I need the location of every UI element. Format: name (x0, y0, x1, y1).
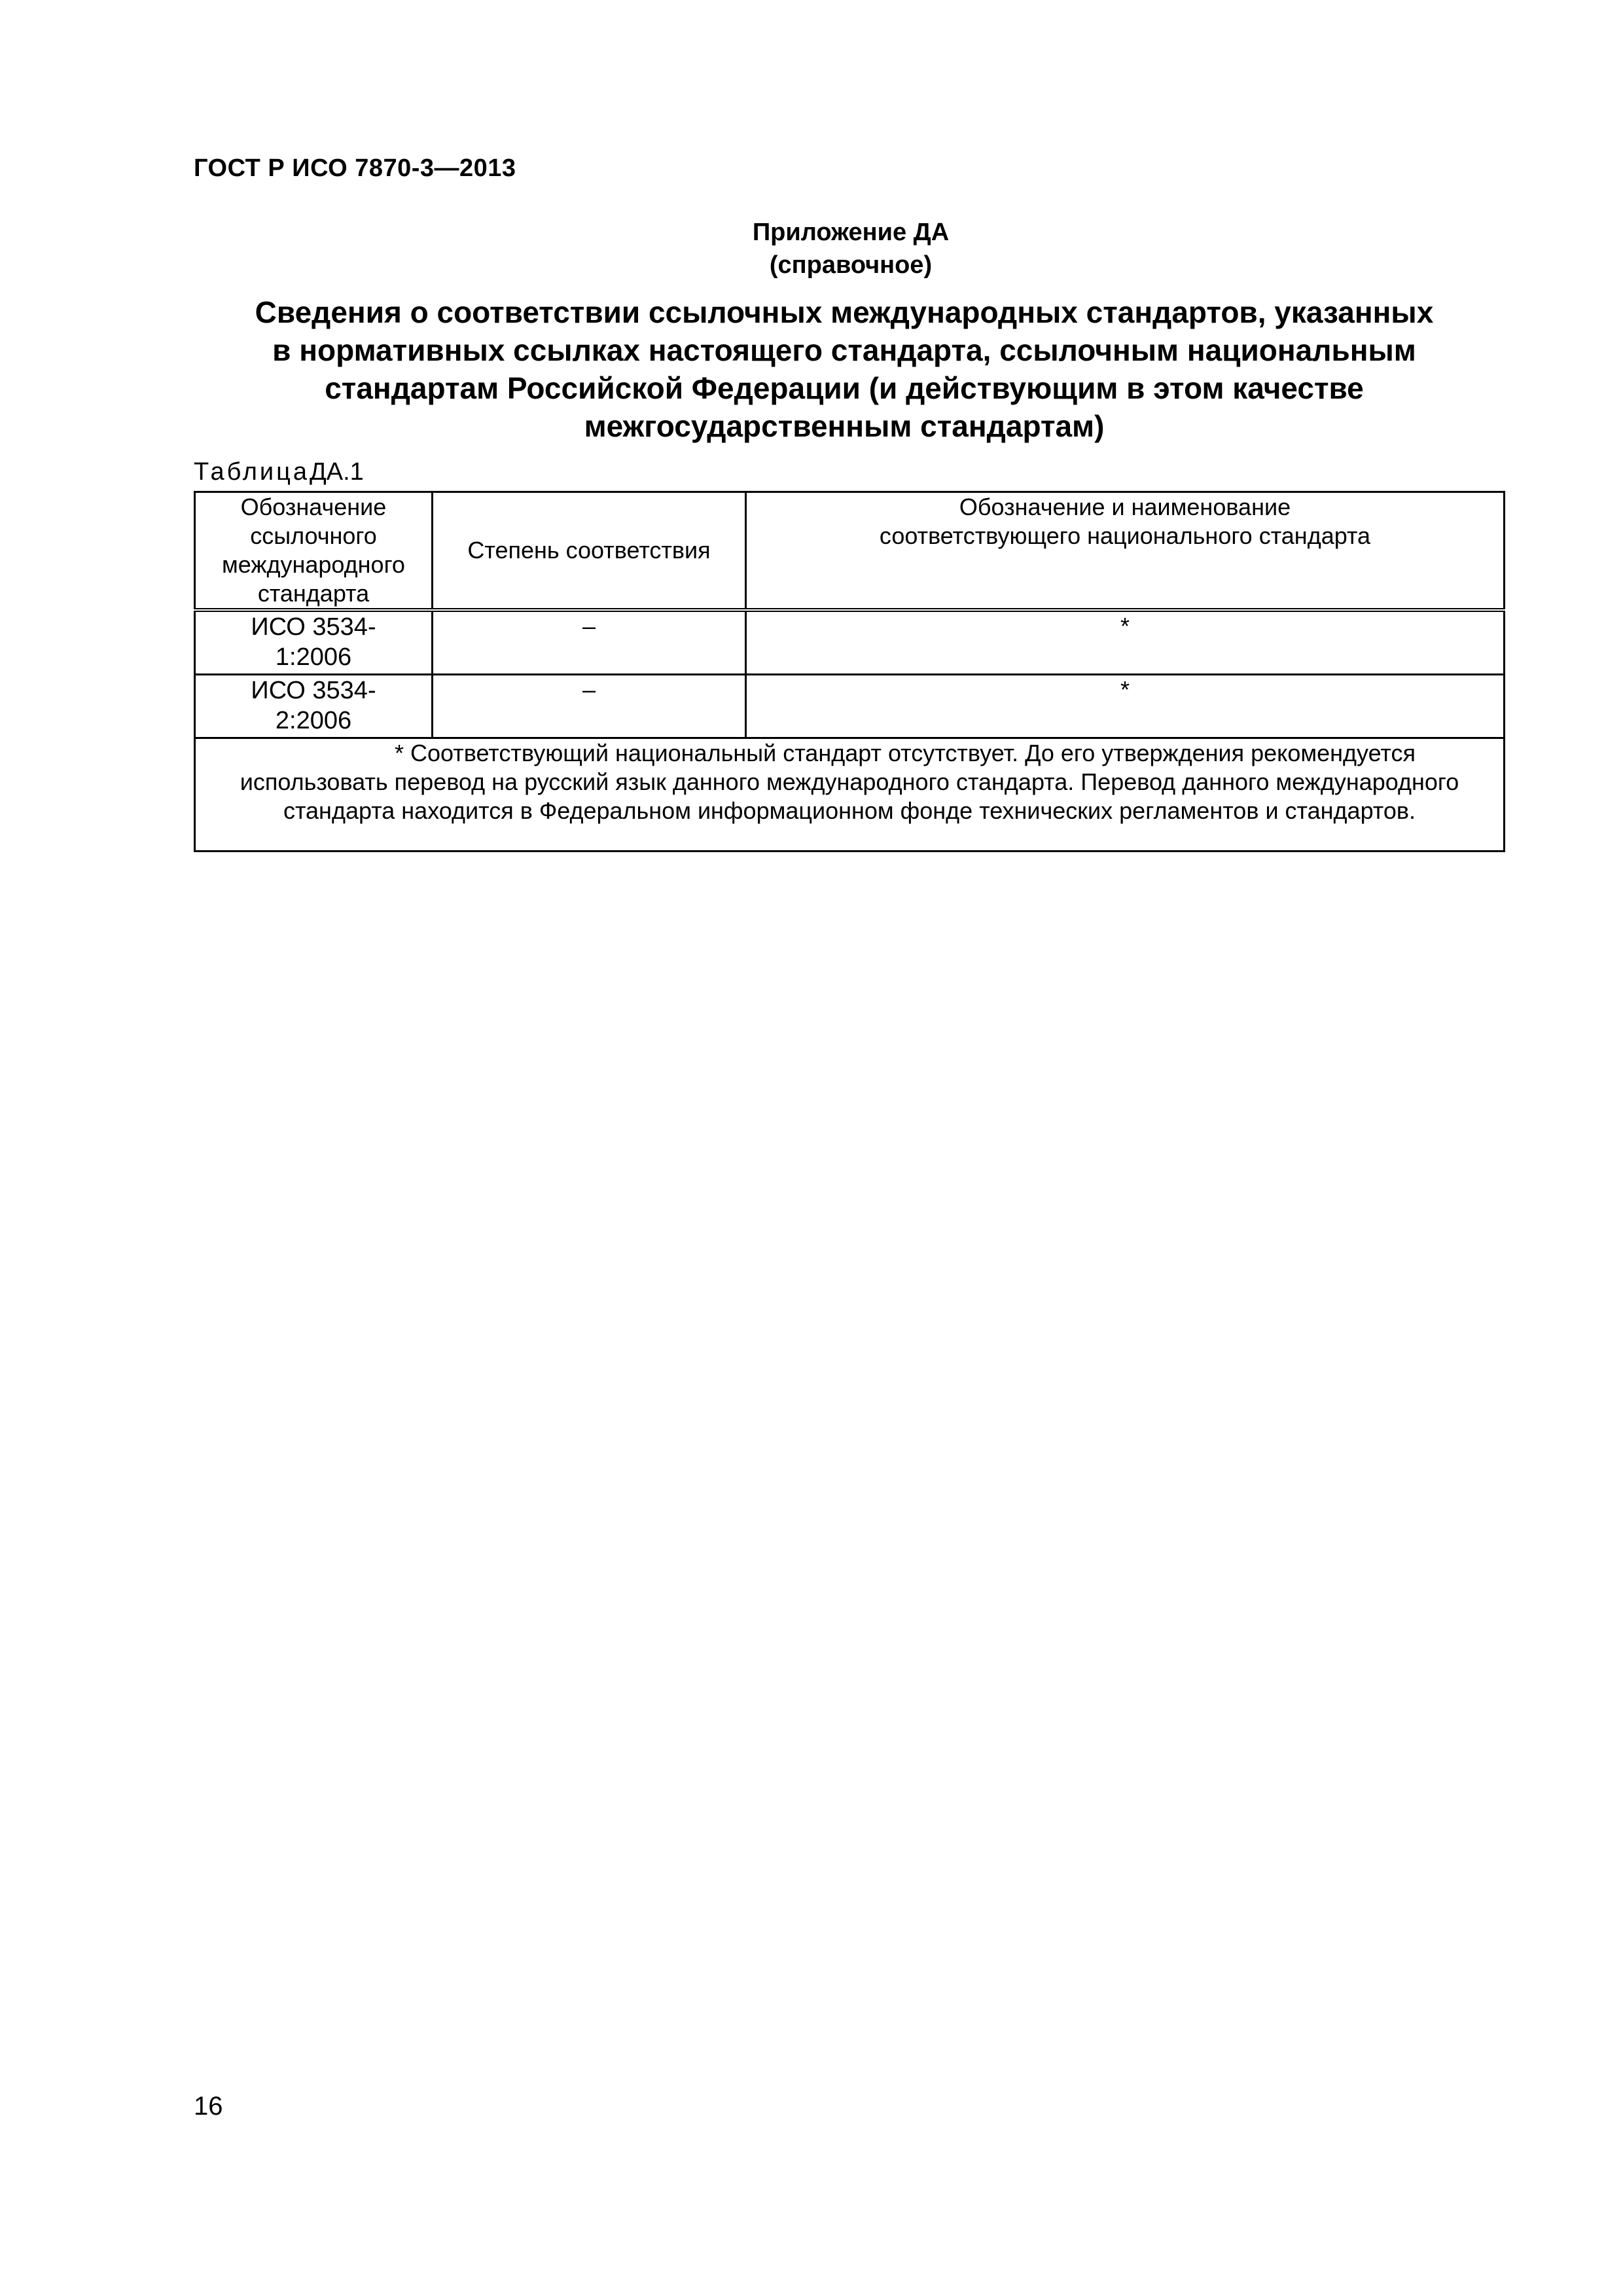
header-col3-line: Обозначение и наименование (959, 493, 1291, 520)
header-col1-line: Обозначение (240, 493, 387, 520)
cell-code-line: 1:2006 (275, 643, 352, 671)
header-col1-line: ссылочного (250, 522, 377, 549)
table-caption-label: Таблица (194, 458, 310, 486)
cell-code-line: ИСО 3534- (251, 613, 376, 641)
main-title-line4: межгосударственным стандартам) (584, 409, 1105, 443)
cell-national: * (746, 675, 1505, 738)
header-col3-line: соответствующего национального стандарта (879, 522, 1371, 549)
table-note-row (195, 738, 1505, 852)
cell-national: * (746, 610, 1505, 675)
header-degree: Степень соответствия (433, 492, 746, 611)
page-number: 16 (194, 2092, 223, 2121)
header-col1-line: стандарта (257, 580, 370, 607)
header-international-standard (195, 492, 433, 611)
appendix-title: Приложение ДА (752, 219, 950, 246)
main-title-line2: в нормативных ссылках настоящего стандарта, ссылочным национальным (272, 333, 1416, 367)
table-caption (194, 458, 364, 486)
cell-code (195, 675, 433, 738)
main-title-line3: стандартам Российской Федерации (и действующим в этом качестве (325, 371, 1364, 405)
table-row (195, 675, 1505, 738)
note-line: * Соответствующий национальный стандарт отсутствует. До его утверждения рекомендуется (394, 740, 1416, 766)
cell-code-line: ИСО 3534- (251, 677, 376, 704)
table-header-row (195, 492, 1505, 611)
main-title-line1: Сведения о соответствии ссылочных международных стандартов, указанных (255, 295, 1434, 329)
header-national-standard (746, 492, 1505, 611)
note-line: стандарта находится в Федеральном информационном фонде технических регламентов и стандартов. (283, 797, 1416, 824)
table-note (195, 738, 1505, 852)
table-caption-number: ДА.1 (310, 458, 364, 486)
appendix-type: (справочное) (769, 251, 933, 279)
cell-code (195, 610, 433, 675)
cell-code-line: 2:2006 (275, 707, 352, 734)
standard-code: ГОСТ Р ИСО 7870-3—2013 (194, 154, 516, 182)
cell-degree: – (433, 675, 746, 738)
header-col1-line: международного (222, 551, 405, 578)
cell-degree: – (433, 610, 746, 675)
reference-table (194, 491, 1505, 852)
table-row (195, 610, 1505, 675)
note-line: использовать перевод на русский язык данного международного стандарта. Перевод данного международного (240, 768, 1459, 795)
